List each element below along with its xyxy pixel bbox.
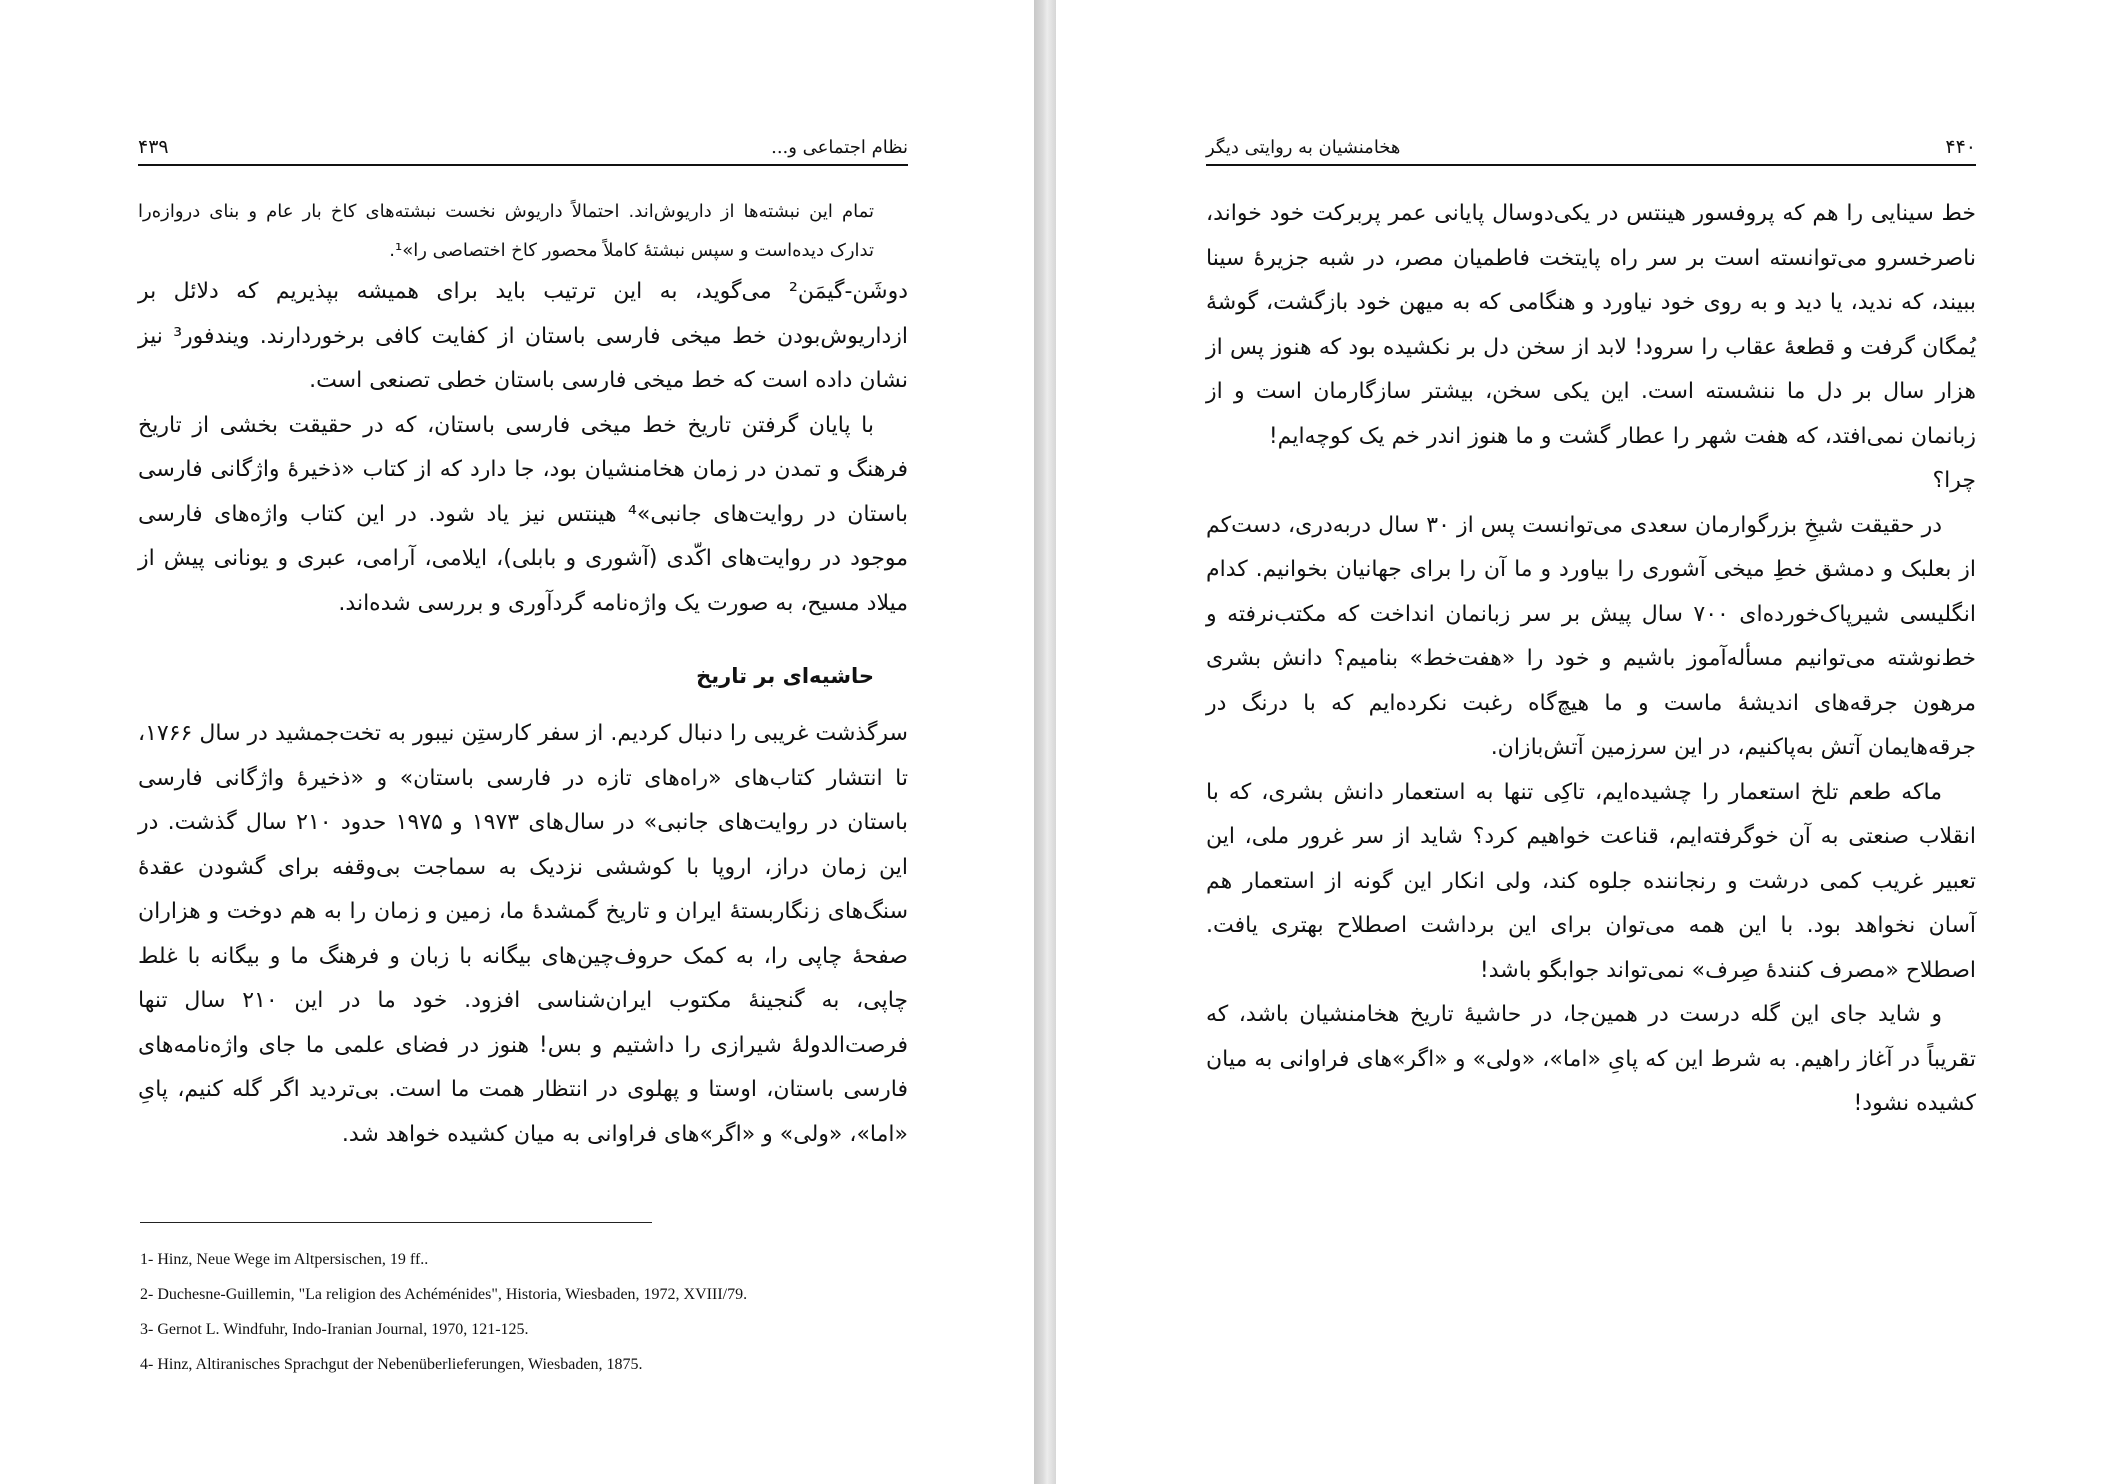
footnotes [140,1242,940,1382]
right-page-header [1206,128,1976,166]
section-title: حاشیه‌ای بر تاریخ [696,664,874,688]
footnote-item: 4- Hinz, Altiranisches Sprachgut der Nebenüberlieferungen, Wiesbaden, 1875. [140,1356,643,1373]
paragraph: ماکه طعم تلخ استعمار را چشیده‌ایم، تاکِی تنها به استعمار دانش بشری، که با انقلاب صنعتی به آن خوگرفته‌ایم، قناعت خواهیم کرد؟ شاید از سر غرور ملی، این تعبیر غریب کمی درشت و رنجاننده جلوه کند، ولی انکار این گونه از استعمار هم آسان نخواهد بود. با این همه می‌توان برای این برداشت اصطلاح بهتری یافت. اصطلاح «مصرف کنندهٔ صِرف» نمی‌تواند جوابگو باشد! [1206,779,1976,983]
paragraph: در حقیقت شیخِ بزرگوارمان سعدی می‌توانست پس از ۳۰ سال دربه‌دری، دست‌کم از بعلبک و دمشق خطِ میخی آشوری را بیاورد و ما آن را برای جهانیان بخوانیم. کدام انگلیسی شیرپاک‌خورده‌ای ۷۰۰ سال پیش بر سر زبانمان انداخت که مکتب‌نرفته و خط‌نوشته می‌توانیم مسأله‌آموز باشیم و خود را «هفت‌خط» بنامیم؟ دانش بشری مرهون جرقه‌های اندیشهٔ ماست و ما هیچ‌گاه رغبت نکرده‌ایم که با درنگ در جرقه‌هایمان آتش به‌پاکنیم، در این سرزمین آتش‌بازان. [1206,512,1976,760]
left-page [0,0,1034,1484]
footnote-item: 3- Gernot L. Windfuhr, Indo-Iranian Journal, 1970, 121-125. [140,1321,529,1338]
left-page-body [138,192,908,1157]
paragraph: سرگذشت غریبی را دنبال کردیم. از سفر کارستِن نیبور به تخت‌جمشید در سال ۱۷۶۶، تا انتشار کتاب‌های «راه‌های تازه در فارسی باستان» و «ذخیرهٔ واژگانی فارسی باستان در روایت‌های جانبی» در سال‌های ۱۹۷۳ و ۱۹۷۵ حدود ۲۱۰ سال گذشت. در این زمان دراز، اروپا با کوششی نزدیک به سماجت بی‌وقفه برای گشودن عقدهٔ سنگ‌های زنگاربستهٔ ایران و تاریخ گمشدهٔ ما، زمین و زمان را به هم دوخت و هزاران صفحهٔ چاپی را، به کمک حروف‌چین‌های بیگانه با زبان و فرهنگ ما و بیگانه با غلط چاپی، به گنجینهٔ مکتوب ایران‌شناسی افزود. خود ما در این ۲۱۰ سال تنها فرصت‌الدولهٔ شیرازی را داشتیم و بس! هنوز در فضای علمی ما جای واژه‌نامه‌های فارسی باستان، اوستا و پهلوی در انتظار همت ما است. بی‌تردید اگر گله کنیم، پایِ «اما»، «ولی» و «اگر»های فراوانی به میان کشیده خواهد شد. [138,721,908,1147]
paragraph: چرا؟ [1932,468,1976,493]
footnote-divider [140,1222,652,1223]
left-page-number: ۴۳۹ [138,136,169,158]
right-page-number: ۴۴۰ [1945,136,1976,158]
paragraph: و شاید جای این گله درست در همین‌جا، در حاشیهٔ تاریخ هخامنشیان باشد، که تقریباً در آغاز راهیم. به شرط این که پایِ «اما»، «ولی» و «اگر»های فراوانی به میان کشیده نشود! [1206,1002,1976,1116]
paragraph: خط سینایی را هم که پروفسور هینتس در یکی‌دوسال پایانی عمر پربرکت خود خواند، ناصرخسرو می‌توانسته است بر سر راه پایتخت فاطمیان مصر، در شبه جزیرهٔ سینا ببیند، که ندید، یا دید و به روی خود نیاورد و هنگامی که به میهن خود بازگشت، گوشهٔ یُمگان گرفت و قطعهٔ عقاب را سرود! لابد از سخن دل بر نکشیده بود که هنوز پس از هزار سال بر دل ما ننشسته است. این یکی سخن، بیشتر سازگارمان است و از زبانمان نمی‌افتد، که هفت شهر را عطار گشت و ما هنوز اندر خم یک کوچه‌ایم! [1206,201,1976,449]
paragraph: دوشَن-گیمَن² می‌گوید، به این ترتیب باید برای همیشه بپذیریم که دلائل بر ازداریوش‌بودن خط میخی فارسی باستان از کفایت کافی برخوردارند. ویندفور³ نیز نشان داده است که خط میخی فارسی باستان خطی تصنعی است. [138,279,908,393]
right-page-body [1206,192,1976,1127]
left-page-header [138,128,908,166]
left-running-title: نظام اجتماعی و... [771,137,908,158]
page-gutter [1034,0,1056,1484]
right-page [1056,0,2110,1484]
footnote-item: 2- Duchesne-Guillemin, "La religion des Achéménides", Historia, Wiesbaden, 1972, XVIII/79. [140,1286,748,1303]
footnote-item: 1- Hinz, Neue Wege im Altpersischen, 19 ff.. [140,1251,429,1268]
right-running-title: هخامنشیان به روایتی دیگر [1206,137,1401,158]
block-quote: تمام این نبشته‌ها از داریوش‌اند. احتمالاً داریوش نخست نبشته‌های کاخ بار عام و بنای دروازه‌را تدارک دیده‌است و سپس نبشتهٔ کاملاً محصور کاخ اختصاصی را»¹. [138,201,874,261]
paragraph: با پایان گرفتن تاریخ خط میخی فارسی باستان، که در حقیقت بخشی از تاریخ فرهنگ و تمدن در زمان هخامنشیان بود، جا دارد که از کتاب «ذخیرهٔ واژگانی فارسی باستان در روایت‌های جانبی»⁴ هینتس نیز یاد شود. در این کتاب واژه‌های فارسی موجود در روایت‌های اکّدی (آشوری و بابلی)، ایلامی، آرامی، عبری و یونانی پیش از میلاد مسیح، به صورت یک واژه‌نامه گردآوری و بررسی شده‌اند. [138,412,908,616]
